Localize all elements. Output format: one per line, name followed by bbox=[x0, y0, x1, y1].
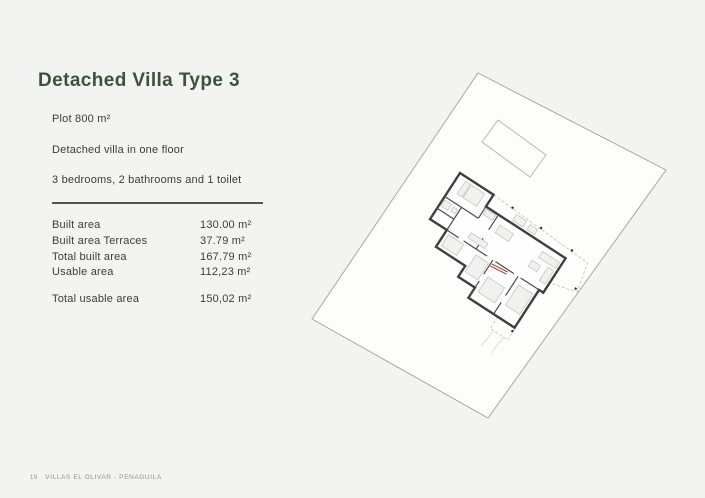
area-row-value: 37.79 m² bbox=[200, 234, 246, 247]
total-area-label: Total usable area bbox=[52, 293, 140, 306]
area-row-value: 112,23 m² bbox=[200, 266, 251, 279]
area-row-value: 130.00 m² bbox=[200, 219, 252, 231]
floor-count-text: Detached villa in one floor bbox=[52, 143, 184, 156]
area-row-label: Built area bbox=[52, 219, 101, 231]
area-row-label: Built area Terraces bbox=[52, 234, 148, 247]
plot-size-text: Plot 800 m² bbox=[52, 113, 111, 125]
area-row-value: 167.79 m² bbox=[200, 250, 252, 263]
page-number: 19 bbox=[30, 475, 38, 481]
page-title: Detached Villa Type 3 bbox=[38, 70, 240, 91]
footer-project-name: VILLAS EL OLIVAR - PENAGUILA bbox=[45, 474, 162, 481]
rooms-summary-text: 3 bedrooms, 2 bathrooms and 1 toilet bbox=[52, 174, 242, 186]
area-row-label: Total built area bbox=[52, 250, 127, 263]
area-row-label: Usable area bbox=[52, 266, 114, 279]
total-area-value: 150,02 m² bbox=[200, 293, 252, 306]
